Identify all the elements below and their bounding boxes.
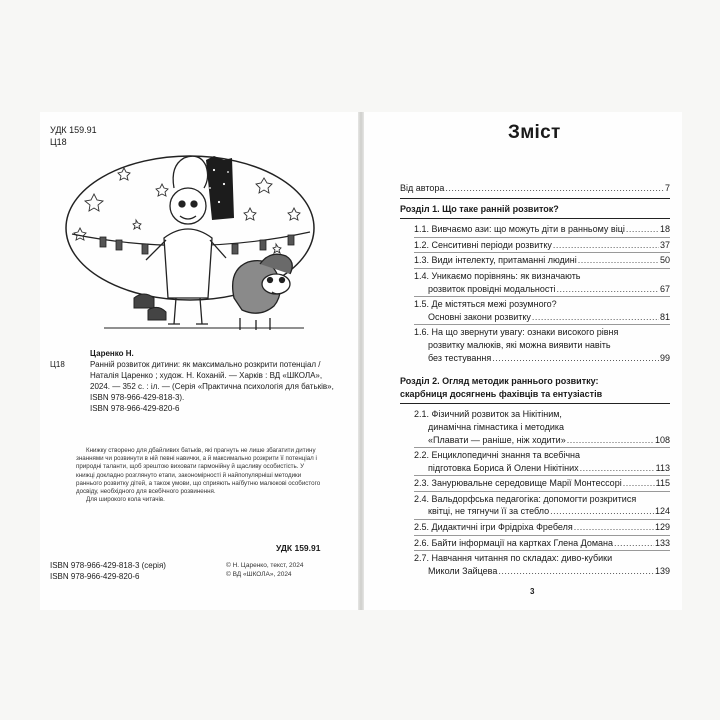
catalog-code: Ц18	[50, 360, 65, 369]
annotation-text: Книжку створено для дбайливих батьків, які прагнуть не лише збагатити дитину знаннями чи розвинути в ній певні навички, а й максимально розкрити її потенціал і природні таланти, щоб зрештою виховати гармонійну й щасливу особистість. У книжці докладно розглянуто етапи, закономірності й найпопулярніші методики раннього розвитку дітей, а також умови, що сприяють наїбутню малюкові особистого досвіду, необхідного для всебічного розвинення.	[76, 447, 321, 496]
toc-title: Зміст	[508, 122, 561, 143]
catalog-body: Ранній розвиток дитини: як максимально розкрити потенціал / Наталія Царенко ; худож. Н. Коханій. — Харків : ВД «ШКОЛА», 2024. — 352 с. : іл. — (Серія «Практична психологія для батьків», ISBN 978-966-429-818-3).	[90, 360, 334, 402]
udk-footer: УДК 159.91	[276, 543, 321, 553]
toc-entry: 2.4. Вальдорфська педагогіка: допомогти розкритися квітці, не тягнучи її за стебло ..... 124	[400, 493, 670, 518]
toc-entry: 1.5. Де містяться межі розумного? Основні закони розвитку ..... 81	[400, 298, 670, 323]
toc-section-2-title: Розділ 2. Огляд методик раннього розвитку: скарбниця досягнень фахівців та ентузіастів	[400, 376, 603, 399]
toc-entry: 2.5. Дидактичні ігри Фрідріха Фребеля ..... 129	[400, 521, 670, 534]
toc-entry: 2.3. Занурювальне середовище Марії Монтессорі ..... 115	[400, 477, 670, 490]
toc-entry: 2.6. Байти інформації на картках Глена Домана ..... 133	[400, 537, 670, 550]
annotation-audience: Для широкого кола читачів.	[86, 496, 165, 504]
udk-header	[50, 124, 97, 148]
toc-entry: 1.6. На що звернути увагу: ознаки високого рівня розвитку малюків, які можна виявити навіть без тестування ..... 99	[400, 326, 670, 364]
catalog-isbn: ISBN 978-966-429-820-6	[90, 404, 180, 413]
toc-entry: 1.2. Сенситивні періоди розвитку ..... 37	[400, 239, 670, 252]
toc-divider	[400, 403, 670, 404]
toc-entry: 2.2. Енциклопедичні знання та всебічна підготовка Бориса й Олени Нікітіних ..... 113	[400, 449, 670, 474]
toc-entry-author-note: Від автора ..... 7	[400, 182, 670, 195]
toc-entry: 1.4. Уникаємо порівнянь: як визначають розвиток провідні модальності ..... 67	[400, 270, 670, 295]
toc-entry: 2.1. Фізичний розвиток за Нікітіним, динамічна гімнастика і методика «Плавати — раніше, ніж ходити» ..... 108	[400, 408, 670, 446]
isbn-series: ISBN 978-966-429-818-3 (серія)	[50, 561, 166, 570]
copyright-block	[226, 561, 303, 579]
toc-divider	[400, 218, 670, 219]
isbn-block	[50, 560, 166, 582]
toc-entry: 1.3. Види інтелекту, притаманні людині ..... 50	[400, 254, 670, 267]
page-number: 3	[530, 587, 535, 596]
book-annotation	[76, 447, 322, 504]
isbn-book: ISBN 978-966-429-820-6	[50, 572, 140, 581]
copyright-text: © Н. Царенко, текст, 2024	[226, 562, 304, 569]
author-sign-code: Ц18	[50, 137, 67, 147]
copyright-publisher: © ВД «ШКОЛА», 2024	[226, 571, 292, 578]
toc-divider	[400, 198, 670, 199]
toc-entry: 2.7. Навчання читання по складах: диво-кубики Миколи Зайцева ..... 139	[400, 552, 670, 577]
udk-code: УДК 159.91	[50, 125, 97, 135]
toc-section-1-title: Розділ 1. Що таке ранній розвиток?	[400, 203, 559, 214]
toc-entry: 1.1. Вивчаємо ази: що можуть діти в ранньому віці ..... 18	[400, 223, 670, 236]
book-gutter	[358, 112, 364, 610]
catalog-author: Царенко Н.	[90, 349, 134, 358]
library-catalog-record	[50, 348, 338, 414]
cover-illustration	[64, 148, 316, 336]
table-of-contents	[400, 182, 670, 578]
